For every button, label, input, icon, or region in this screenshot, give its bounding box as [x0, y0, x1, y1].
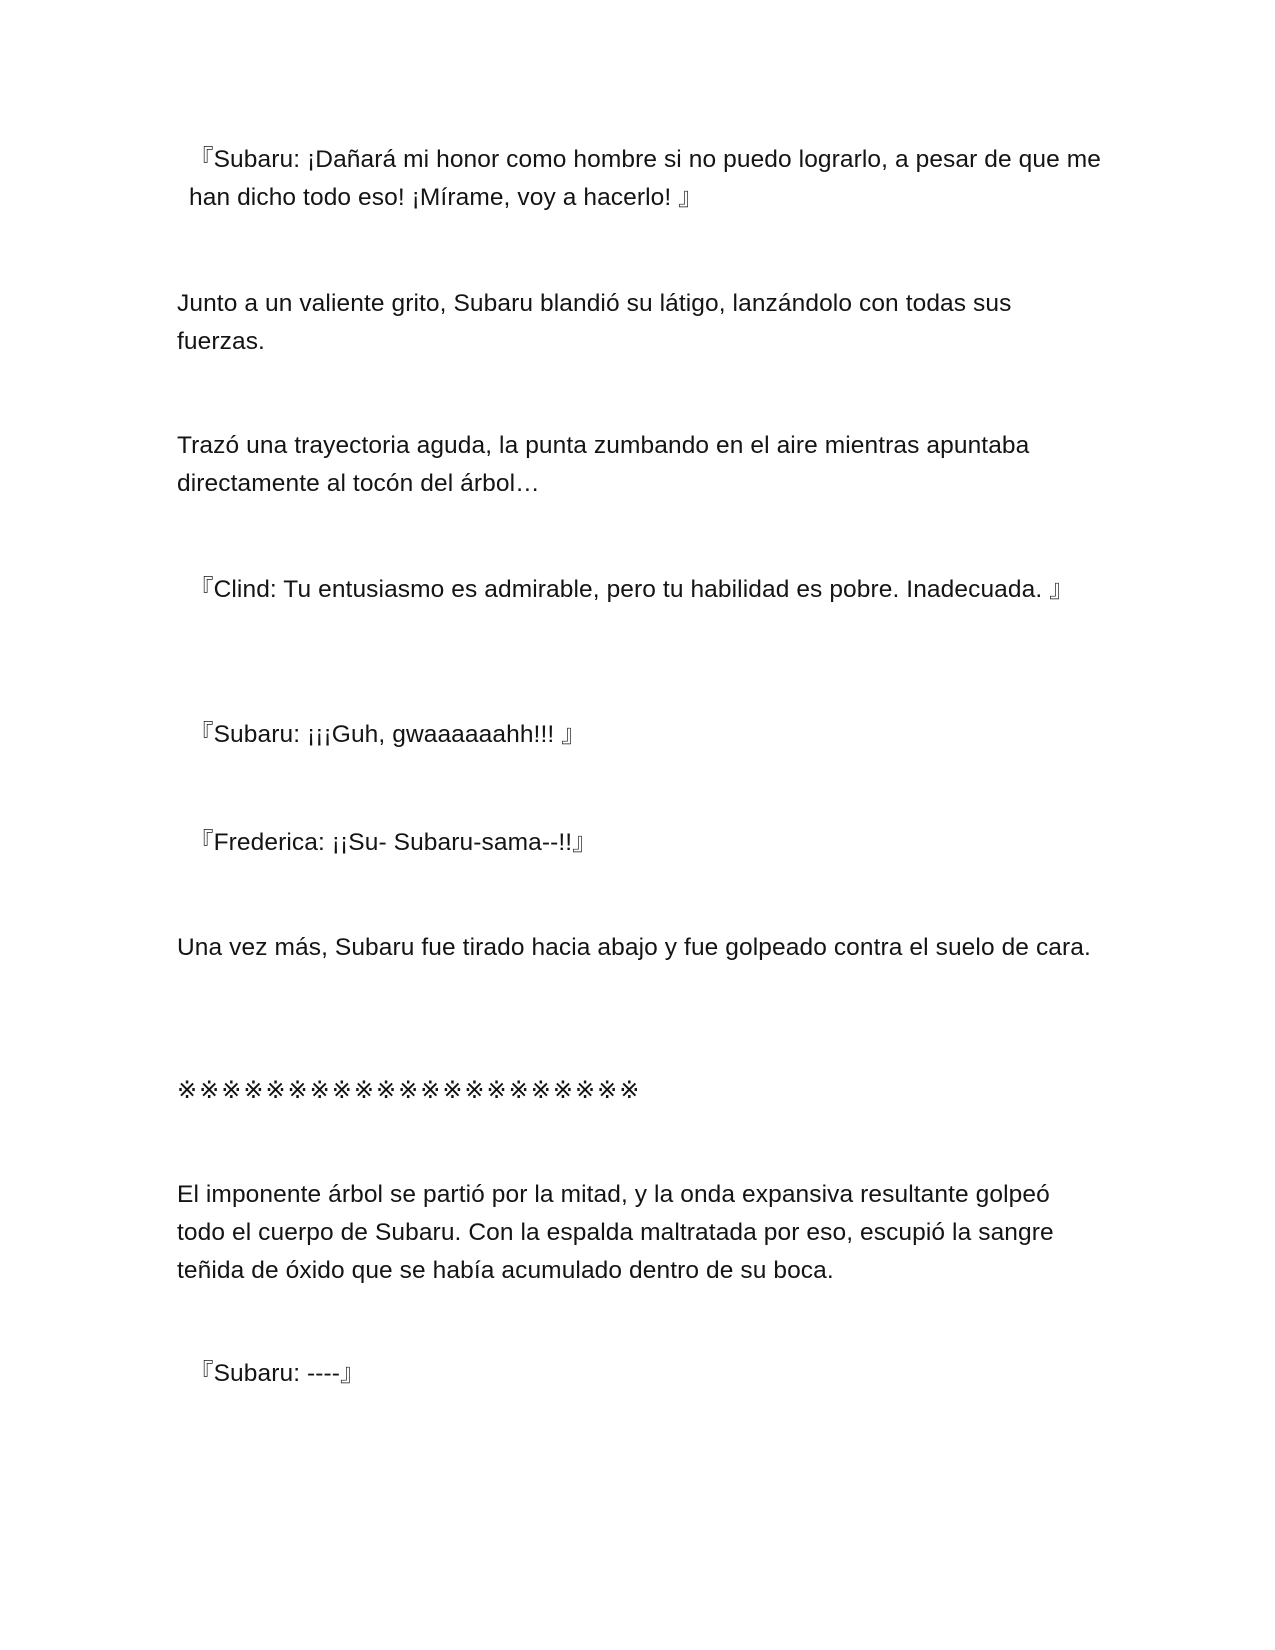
paragraph-whip-swing: Junto a un valiente grito, Subaru blandió su látigo, lanzándolo con todas sus fuerzas.	[177, 290, 1012, 355]
scene-divider: ※※※※※※※※※※※※※※※※※※※※※	[177, 1076, 642, 1104]
paragraph-clind-reply: 『Clind: Tu entusiasmo es admirable, pero tu habilidad es pobre. Inadecuada. 』	[189, 576, 1074, 603]
paragraph-face-down: Una vez más, Subaru fue tirado hacia abajo y fue golpeado contra el suelo de cara.	[177, 934, 1091, 961]
paragraph-tree-split: El imponente árbol se partió por la mitad, y la onda expansiva resultante golpeó todo el cuerpo de Subaru. Con la espalda maltratada por eso, escupió la sangre teñida de óxido que se había acumulado dentro de su boca.	[177, 1181, 1054, 1284]
paragraph-frederica-call: 『Frederica: ¡¡Su- Subaru-sama--!!』	[189, 829, 597, 856]
paragraph-trajectory: Trazó una trayectoria aguda, la punta zumbando en el aire mientras apuntaba directamente al tocón del árbol…	[177, 432, 1030, 497]
paragraph-subaru-scream: 『Subaru: ¡¡¡Guh, gwaaaaaahh!!! 』	[189, 721, 586, 748]
paragraph-subaru-honor: 『Subaru: ¡Dañará mi honor como hombre si no puedo lograrlo, a pesar de que me han dicho todo eso! ¡Mírame, voy a hacerlo! 』	[189, 146, 1101, 211]
paragraph-subaru-silence: 『Subaru: ----』	[189, 1360, 365, 1387]
